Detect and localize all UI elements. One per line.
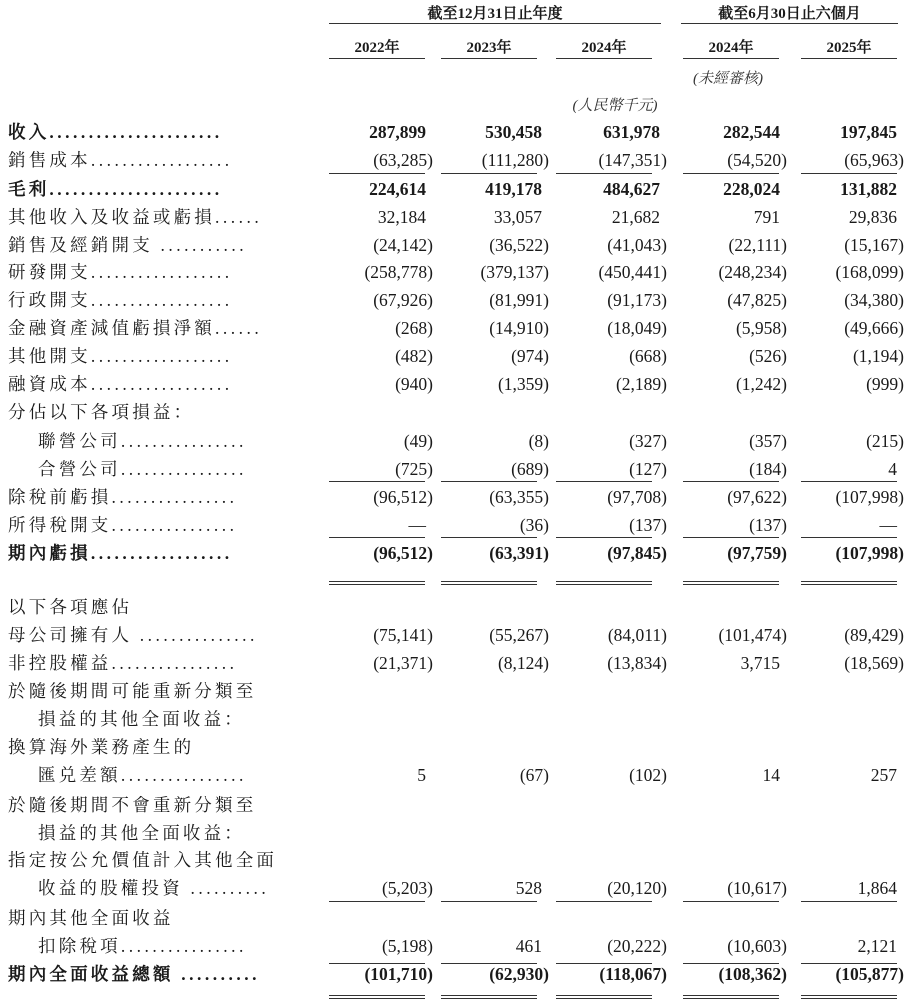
- row-value: (97,708): [607, 487, 667, 507]
- row-value: (49,666): [844, 318, 904, 338]
- row-value: (20,222): [607, 936, 667, 956]
- double-underline: [683, 581, 779, 585]
- leader-dots: ..................: [90, 346, 233, 366]
- row-value: (689): [511, 459, 549, 479]
- row-label-text: 期內其他全面收益: [8, 908, 174, 928]
- row-value: (107,998): [835, 487, 904, 507]
- row-value: (327): [629, 431, 667, 451]
- subtotal-underline: [683, 537, 779, 538]
- subtotal-underline: [801, 963, 897, 964]
- row-value: (184): [749, 459, 787, 479]
- row-value: (2,189): [615, 374, 667, 394]
- leader-dots: ......: [215, 207, 263, 227]
- row-value: (137): [629, 515, 667, 535]
- header-rule-2022: [329, 58, 425, 59]
- row-label-text: 換算海外業務產生的: [8, 737, 195, 757]
- header-year-2023: 2023年: [466, 40, 512, 56]
- header-rule-2024-annual: [556, 58, 652, 59]
- row-label-text: 收益的股權投資: [38, 878, 191, 898]
- subtotal-underline: [556, 537, 652, 538]
- row-label-text: 其他開支: [8, 346, 91, 366]
- leader-dots: ......................: [49, 179, 223, 199]
- double-underline: [801, 995, 897, 999]
- row-label: [8, 650, 238, 676]
- row-label: [8, 484, 238, 510]
- leader-dots: ................: [120, 431, 247, 451]
- row-label-text: 期內全面收益總額: [8, 964, 182, 984]
- row-value: 4: [888, 459, 897, 479]
- double-underline: [441, 995, 537, 999]
- row-value: (20,120): [607, 878, 667, 898]
- double-underline: [683, 995, 779, 999]
- subtotal-underline: [801, 173, 897, 174]
- row-label: [38, 875, 269, 901]
- row-label: [8, 287, 233, 313]
- table-row: [0, 594, 912, 620]
- row-label: [8, 622, 258, 648]
- row-value: 484,627: [603, 179, 660, 199]
- leader-dots: ...........: [160, 235, 248, 255]
- table-row: [0, 650, 912, 676]
- row-label-text: 指定按公允價值計入其他全面: [8, 850, 278, 870]
- table-row: [0, 792, 912, 818]
- row-label: [8, 399, 194, 425]
- table-row: [0, 961, 912, 987]
- row-value: —: [879, 515, 897, 535]
- row-value: (105,877): [835, 964, 904, 984]
- row-value: (75,141): [373, 625, 433, 645]
- row-value: (97,759): [727, 543, 787, 563]
- row-value: (999): [866, 374, 904, 394]
- table-row: [0, 706, 912, 732]
- header-annual-period: 截至12月31日止年度: [427, 6, 563, 22]
- row-value: (101,710): [364, 964, 433, 984]
- subtotal-underline: [556, 963, 652, 964]
- row-value: (18,569): [844, 653, 904, 673]
- row-value: 29,836: [848, 207, 897, 227]
- leader-dots: ..................: [90, 374, 233, 394]
- table-row: [0, 232, 912, 258]
- subtotal-underline: [441, 901, 537, 902]
- row-value: (55,267): [489, 625, 549, 645]
- row-value: (22,111): [728, 235, 787, 255]
- subtotal-underline: [683, 173, 779, 174]
- header-year-2022: 2022年: [354, 40, 400, 56]
- row-label: [8, 371, 233, 397]
- row-label: [8, 512, 238, 538]
- row-label: [8, 232, 247, 258]
- row-value: (137): [749, 515, 787, 535]
- row-label-text: 銷售成本: [8, 150, 91, 170]
- double-underline: [556, 581, 652, 585]
- header-rule-2025: [801, 58, 897, 59]
- table-row: [0, 147, 912, 173]
- row-value: (168,099): [835, 262, 904, 282]
- row-value: (81,991): [489, 290, 549, 310]
- row-label-text: 除稅前虧損: [8, 487, 112, 507]
- row-value: (101,474): [718, 625, 787, 645]
- row-label: [38, 933, 247, 959]
- row-value: (215): [866, 431, 904, 451]
- row-label-text: 所得稅開支: [8, 515, 112, 535]
- row-value: 5: [417, 765, 426, 785]
- row-label-text: 行政開支: [8, 290, 91, 310]
- double-underline: [801, 581, 897, 585]
- row-value: (36): [519, 515, 549, 535]
- row-label: [8, 147, 233, 173]
- subtotal-underline: [329, 481, 425, 482]
- table-row: [0, 875, 912, 901]
- row-label-text: 研發開支: [8, 262, 91, 282]
- row-value: (63,355): [489, 487, 549, 507]
- table-row: [0, 287, 912, 313]
- row-label-text: 非控股權益: [8, 653, 112, 673]
- row-value: 1,864: [857, 878, 897, 898]
- row-value: 419,178: [485, 179, 542, 199]
- row-value: 131,882: [840, 179, 897, 199]
- leader-dots: ..................: [90, 150, 233, 170]
- row-value: (8,124): [497, 653, 549, 673]
- row-value: 224,614: [369, 179, 426, 199]
- currency-unit-note: (人民幣千元): [572, 98, 658, 114]
- row-label: [8, 847, 277, 873]
- row-label-text: 以下各項應佔: [8, 597, 133, 617]
- row-value: (63,391): [489, 543, 549, 563]
- row-value: (5,203): [381, 878, 433, 898]
- row-value: (18,049): [607, 318, 667, 338]
- row-value: (54,520): [727, 150, 787, 170]
- subtotal-underline: [556, 481, 652, 482]
- row-value: 528: [515, 878, 542, 898]
- subtotal-underline: [556, 901, 652, 902]
- subtotal-underline: [329, 963, 425, 964]
- row-value: (147,351): [598, 150, 667, 170]
- row-value: 791: [753, 207, 780, 227]
- row-label-text: 銷售及經銷開支: [8, 235, 161, 255]
- table-row: [0, 119, 912, 145]
- row-value: 631,978: [603, 122, 660, 142]
- header-interim-period: 截至6月30日止六個月: [718, 6, 861, 22]
- row-label-text: 融資成本: [8, 374, 91, 394]
- row-value: (102): [629, 765, 667, 785]
- subtotal-underline: [441, 173, 537, 174]
- header-rule-2024-interim: [683, 58, 779, 59]
- leader-dots: ................: [120, 459, 247, 479]
- header-year-2025: 2025年: [826, 40, 872, 56]
- row-value: (84,011): [607, 625, 667, 645]
- row-value: (107,998): [835, 543, 904, 563]
- row-label: [8, 734, 194, 760]
- table-row: [0, 484, 912, 510]
- row-value: (15,167): [844, 235, 904, 255]
- row-value: (34,380): [844, 290, 904, 310]
- leader-dots: ................: [111, 487, 238, 507]
- leader-dots: ......: [215, 318, 263, 338]
- row-label: [8, 678, 256, 704]
- row-label-text: 於隨後期間不會重新分類至: [8, 795, 257, 815]
- table-row: [0, 343, 912, 369]
- row-value: (91,173): [607, 290, 667, 310]
- row-value: (49): [403, 431, 433, 451]
- leader-dots: ..................: [90, 262, 233, 282]
- row-value: (21,371): [373, 653, 433, 673]
- row-label-text: 分佔以下各項損益：: [8, 402, 195, 422]
- table-row: [0, 399, 912, 425]
- row-value: (940): [395, 374, 433, 394]
- table-row: [0, 259, 912, 285]
- row-value: 21,682: [611, 207, 660, 227]
- row-value: (248,234): [718, 262, 787, 282]
- row-value: —: [408, 515, 426, 535]
- row-value: (357): [749, 431, 787, 451]
- table-row: [0, 762, 912, 788]
- row-value: (268): [395, 318, 433, 338]
- row-value: (1,242): [735, 374, 787, 394]
- subtotal-underline: [441, 481, 537, 482]
- subtotal-underline: [441, 963, 537, 964]
- table-row: [0, 905, 912, 931]
- row-value: (63,285): [373, 150, 433, 170]
- leader-dots: ................: [120, 936, 247, 956]
- row-label-text: 其他收入及收益或虧損: [8, 207, 215, 227]
- row-value: (47,825): [727, 290, 787, 310]
- row-value: (10,617): [727, 878, 787, 898]
- row-value: (5,198): [381, 936, 433, 956]
- header-year-2024-interim: 2024年: [708, 40, 754, 56]
- row-value: 287,899: [369, 122, 426, 142]
- row-label: [8, 961, 260, 987]
- row-label: [38, 456, 247, 482]
- row-value: (482): [395, 346, 433, 366]
- subtotal-underline: [683, 901, 779, 902]
- table-row: [0, 933, 912, 959]
- row-label: [38, 762, 247, 788]
- subtotal-underline: [329, 173, 425, 174]
- row-value: (24,142): [373, 235, 433, 255]
- double-underline: [441, 581, 537, 585]
- row-value: (1,359): [497, 374, 549, 394]
- subtotal-underline: [556, 173, 652, 174]
- row-value: (13,834): [607, 653, 667, 673]
- row-label-text: 合營公司: [38, 459, 121, 479]
- subtotal-underline: [329, 901, 425, 902]
- row-label: [38, 706, 245, 732]
- row-label-text: 期內虧損: [8, 543, 91, 563]
- leader-dots: ...............: [139, 625, 258, 645]
- row-value: 33,057: [493, 207, 542, 227]
- header-rule-annual: [329, 23, 661, 24]
- row-label-text: 母公司擁有人: [8, 625, 140, 645]
- row-value: (974): [511, 346, 549, 366]
- row-label: [8, 594, 132, 620]
- row-value: (36,522): [489, 235, 549, 255]
- unaudited-note: (未經審核): [693, 71, 763, 87]
- double-underline: [329, 581, 425, 585]
- row-value: 3,715: [740, 653, 780, 673]
- row-value: (111,280): [481, 150, 549, 170]
- subtotal-underline: [801, 481, 897, 482]
- subtotal-underline: [801, 901, 897, 902]
- row-label-text: 收入: [8, 122, 50, 142]
- row-value: 257: [870, 765, 897, 785]
- row-value: (14,910): [489, 318, 549, 338]
- row-value: (67): [519, 765, 549, 785]
- header-year-2024-annual: 2024年: [581, 40, 627, 56]
- row-label: [8, 792, 256, 818]
- row-value: (1,194): [852, 346, 904, 366]
- leader-dots: ..........: [181, 964, 260, 984]
- row-value: (10,603): [727, 936, 787, 956]
- leader-dots: ..........: [190, 878, 270, 898]
- row-label: [38, 820, 245, 846]
- double-underline: [329, 995, 425, 999]
- row-label-text: 匯兑差額: [38, 765, 121, 785]
- row-value: (725): [395, 459, 433, 479]
- row-value: (526): [749, 346, 787, 366]
- leader-dots: ................: [111, 515, 238, 535]
- row-label-text: 聯營公司: [38, 431, 121, 451]
- header-rule-interim: [681, 23, 898, 24]
- row-label-text: 損益的其他全面收益：: [38, 823, 245, 843]
- row-value: (450,441): [598, 262, 667, 282]
- double-underline: [556, 995, 652, 999]
- leader-dots: ..................: [90, 290, 233, 310]
- row-value: 14: [762, 765, 780, 785]
- table-row: [0, 456, 912, 482]
- row-value: (97,622): [727, 487, 787, 507]
- subtotal-underline: [683, 963, 779, 964]
- row-value: (65,963): [844, 150, 904, 170]
- leader-dots: ..................: [90, 543, 233, 563]
- table-row: [0, 622, 912, 648]
- row-label-text: 毛利: [8, 179, 50, 199]
- row-value: (62,930): [489, 964, 549, 984]
- table-row: [0, 512, 912, 538]
- subtotal-underline: [441, 537, 537, 538]
- row-label: [38, 428, 247, 454]
- row-value: (127): [629, 459, 667, 479]
- leader-dots: ................: [120, 765, 247, 785]
- row-label-text: 金融資產減值虧損淨額: [8, 318, 215, 338]
- row-value: (8): [528, 431, 549, 451]
- row-label: [8, 119, 223, 145]
- table-row: [0, 176, 912, 202]
- row-value: (118,067): [599, 964, 667, 984]
- table-row: [0, 678, 912, 704]
- row-value: (96,512): [373, 543, 433, 563]
- row-value: (97,845): [607, 543, 667, 563]
- row-value: 228,024: [723, 179, 780, 199]
- row-label: [8, 315, 262, 341]
- row-label: [8, 343, 233, 369]
- row-value: (258,778): [364, 262, 433, 282]
- leader-dots: ................: [111, 653, 238, 673]
- leader-dots: ......................: [49, 122, 223, 142]
- row-value: (668): [629, 346, 667, 366]
- table-row: [0, 204, 912, 230]
- row-value: 530,458: [485, 122, 542, 142]
- row-value: 461: [515, 936, 542, 956]
- row-value: (379,137): [480, 262, 549, 282]
- row-label-text: 損益的其他全面收益：: [38, 709, 245, 729]
- table-row: [0, 540, 912, 566]
- row-value: (41,043): [607, 235, 667, 255]
- row-value: 2,121: [857, 936, 897, 956]
- subtotal-underline: [329, 537, 425, 538]
- row-value: (96,512): [373, 487, 433, 507]
- row-value: (108,362): [718, 964, 787, 984]
- subtotal-underline: [683, 481, 779, 482]
- table-row: [0, 820, 912, 846]
- row-value: (67,926): [373, 290, 433, 310]
- header-rule-2023: [441, 58, 537, 59]
- table-row: [0, 371, 912, 397]
- row-label: [8, 204, 262, 230]
- row-value: 32,184: [377, 207, 426, 227]
- table-row: [0, 847, 912, 873]
- table-row: [0, 428, 912, 454]
- table-row: [0, 734, 912, 760]
- subtotal-underline: [801, 537, 897, 538]
- row-label: [8, 905, 174, 931]
- row-value: (89,429): [844, 625, 904, 645]
- row-label: [8, 540, 233, 566]
- table-row: [0, 315, 912, 341]
- row-value: (5,958): [735, 318, 787, 338]
- row-label: [8, 259, 233, 285]
- row-label-text: 扣除稅項: [38, 936, 121, 956]
- row-label-text: 於隨後期間可能重新分類至: [8, 681, 257, 701]
- row-value: 282,544: [723, 122, 780, 142]
- row-label: [8, 176, 223, 202]
- row-value: 197,845: [840, 122, 897, 142]
